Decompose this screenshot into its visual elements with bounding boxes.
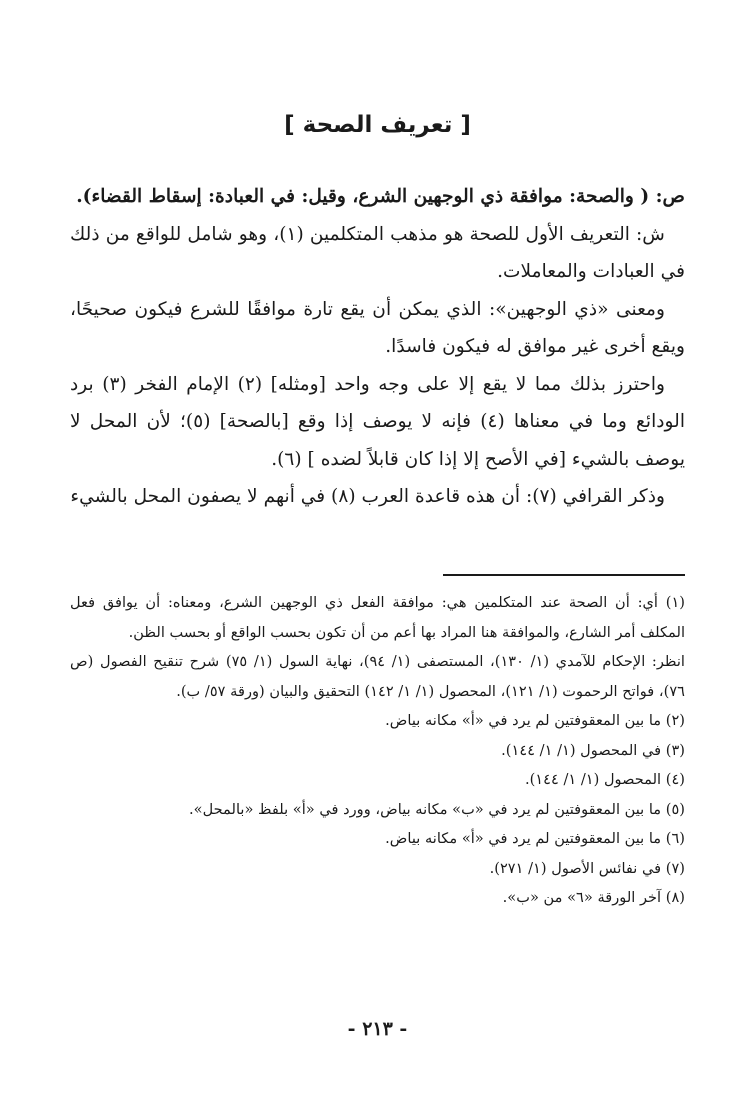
footnote-5: (٥) ما بين المعقوفتين لم يرد في «ب» مكانه بياض، وورد في «أ» بلفظ «بالمحل». <box>189 800 685 818</box>
footnote-1-references: انظر: الإحكام للآمدي (١/ ١٣٠)، المستصفى (١/ ٩٤)، نهاية السول (١/ ٧٥) شرح تنقيح الفصول (ص ٧٦)، فواتح الرحموت (١/ ١٢١)، المحصول (١/ ١/ ١٤٢) التحقيق والبيان (ورقة ٥٧/ ب). <box>70 653 685 700</box>
footnote-1: (١) أي: أن الصحة عند المتكلمين هي: موافقة الفعل ذي الوجهين الشرع، ومعناه: أن يوافق فعل المكلف أمر الشارع، والموافقة هنا المراد بها أعم من أن تكون بحسب الواقع أو بحسب الظن. <box>70 594 685 641</box>
sharh-paragraph-1: ش: التعريف الأول للصحة هو مذهب المتكلمين (١)، وهو شامل للواقع من ذلك في العبادات والمعاملات. <box>70 223 685 282</box>
page-number: - ٢١٣ - <box>347 1018 408 1040</box>
footnote-3: (٣) في المحصول (١/ ١/ ١٤٤). <box>501 741 685 759</box>
footnote-8: (٨) آخر الورقة «٦» من «ب». <box>502 889 685 906</box>
main-text <box>70 178 685 516</box>
footnote-6: (٦) ما بين المعقوفتين لم يرد في «أ» مكانه بياض. <box>385 830 685 847</box>
sharh-paragraph-2: ومعنى «ذي الوجهين»: الذي يمكن أن يقع تارة موافقًا للشرع فيكون صحيحًا، ويقع أخرى غير موافق له فيكون فاسدًا. <box>70 298 685 357</box>
matn-paragraph: ص: ( والصحة: موافقة ذي الوجهين الشرع، وقيل: في العبادة: إسقاط القضاء). <box>76 186 685 207</box>
footnote-7: (٧) في نفائس الأصول (١/ ٢٧١). <box>489 859 685 877</box>
footnote-separator <box>443 574 685 576</box>
sharh-paragraph-4: وذكر القرافي (٧): أن هذه قاعدة العرب (٨) في أنهم لا يصفون المحل بالشيء <box>70 486 665 507</box>
footnotes <box>70 588 685 913</box>
book-page <box>70 0 685 1105</box>
footnote-2: (٢) ما بين المعقوفتين لم يرد في «أ» مكانه بياض. <box>385 712 685 729</box>
footnote-4: (٤) المحصول (١/ ١/ ١٤٤). <box>524 771 685 788</box>
sharh-paragraph-3: واحترز بذلك مما لا يقع إلا على وجه واحد [ومثله] (٢) الإمام الفخر (٣) برد الودائع وما في معناها (٤) فإنه لا يوصف إذا وقع [بالصحة] (٥)؛ لأن المحل لا يوصف بالشيء [في الأصح إلا إذا كان قابلاً لضده ] (٦). <box>70 373 685 470</box>
chapter-title: [ تعريف الصحة ] <box>284 112 471 138</box>
